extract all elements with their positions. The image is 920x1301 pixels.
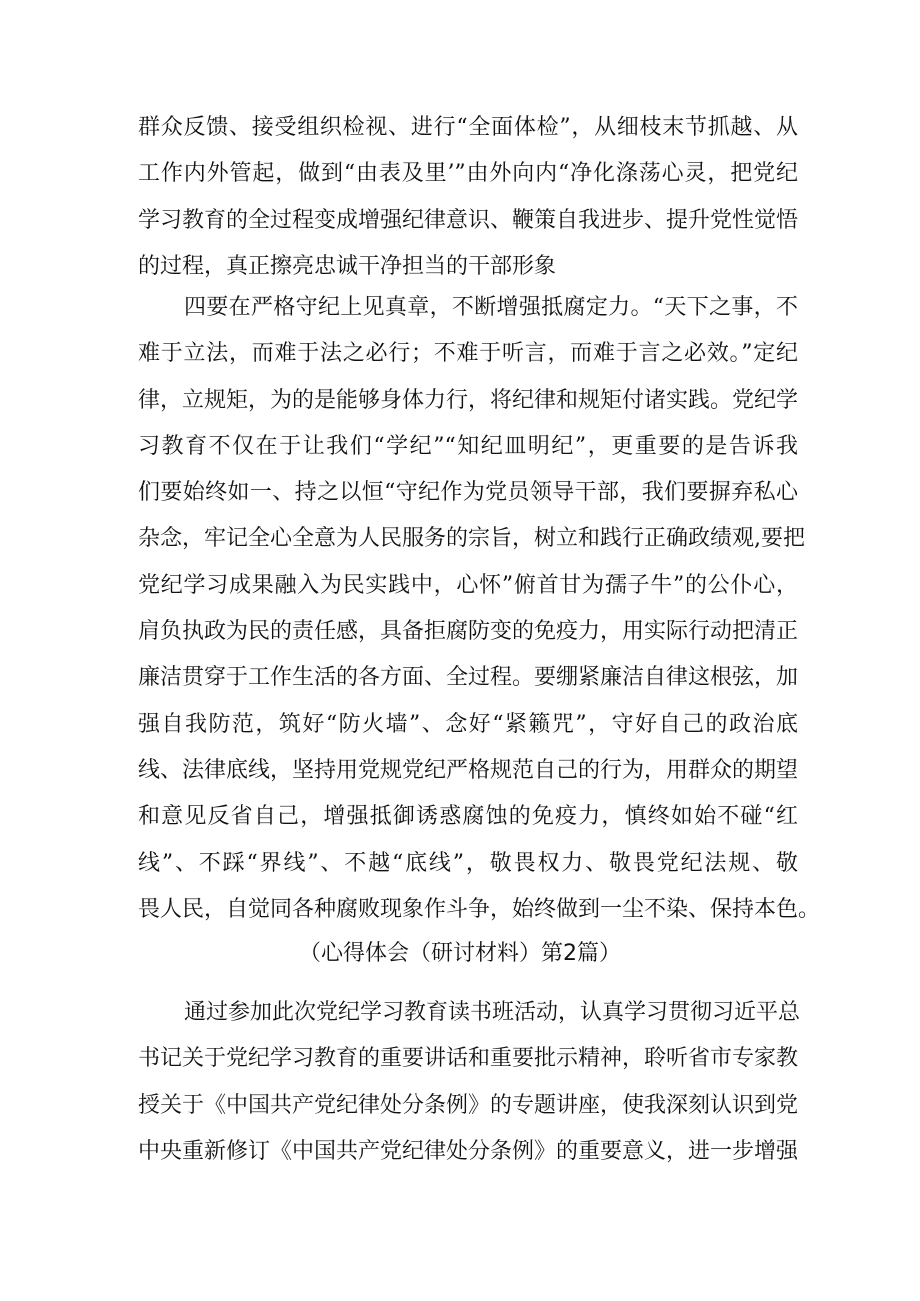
text-line: 党纪学习成果融入为民实践中，心怀”俯首甘为孺子牛”的公仆心，: [138, 572, 798, 598]
text-line: 书记关于党纪学习教育的重要讲话和重要批示精神，聆听省市专家教: [138, 1046, 799, 1072]
text-line: 杂念，牢记全心全意为人民服务的宗旨，树立和践行正确政绩观,要把: [138, 526, 805, 552]
text-line: 廉洁贯穿于工作生活的各方面、全过程。要绷紧廉洁自律这根弦，加: [138, 665, 799, 691]
text-line: 授关于《中国共产党纪律处分条例》的专题讲座，使我深刻认识到党: [138, 1092, 799, 1118]
text-line: 四要在严格守纪上见真章，不断增强抵腐定力。“天下之事，不: [184, 295, 798, 320]
text-line: 们要始终如一、持之以恒“守纪作为党员领导干部，我们要摒弃私心: [138, 480, 798, 506]
text-line: 习教育不仅在于让我们“学纪”“知纪皿明纪”，更重要的是告诉我: [138, 433, 798, 459]
text-line: 畏人民，自觉同各种腐败现象作斗争，始终做到一尘不染、保持本色。: [138, 896, 821, 922]
text-line: 学习教育的全过程变成增强纪律意识、鞭策自我进步、提升党性觉悟: [138, 207, 799, 233]
text-line: 线”、不踩“界线”、不越“底线”，敬畏权力、敬畏党纪法规、敬: [138, 850, 798, 876]
text-line: 肩负执政为民的责任感，具备拒腐防变的免疫力，用实际行动把清正: [138, 619, 799, 645]
paragraph-1: [138, 105, 798, 290]
text-line: 通过参加此次党纪学习教育读书班活动，认真学习贯彻习近平总: [184, 1000, 801, 1025]
text-line: 的过程，真正擦亮忠诚干净担当的干部形象: [138, 253, 557, 279]
paragraph-3: [138, 990, 801, 1175]
paragraph-2: [138, 285, 821, 933]
text-line: 和意见反省自己，增强抵御诱惑腐蚀的免疫力，慎终如始不碰“红: [138, 804, 798, 830]
text-line: 强自我防范，筑好“防火墙”、念好“紧籁咒”，守好自己的政治底: [138, 711, 798, 737]
text-line: 难于立法，而难于法之必行；不难于听言，而难于言之必效。”定纪: [138, 341, 798, 367]
text-line: 律，立规矩，为的是能够身体力行，将纪律和规矩付诸实践。党纪学: [138, 387, 799, 413]
section-heading: （心得体会（研讨材料）第2篇）: [299, 941, 621, 966]
text-line: 线、法律底线，坚持用党规党纪严格规范自己的行为，用群众的期望: [138, 757, 799, 783]
text-line: 中央重新修订《中国共产党纪律处分条例》的重要意义，进一步增强: [138, 1138, 799, 1164]
text-line: 群众反馈、接受组织检视、进行“全面体检”，从细枝末节抓越、从: [138, 115, 798, 140]
text-line: 工作内外管起，做到“由表及里’”由外向内“净化涤荡心灵，把党纪: [138, 161, 798, 187]
